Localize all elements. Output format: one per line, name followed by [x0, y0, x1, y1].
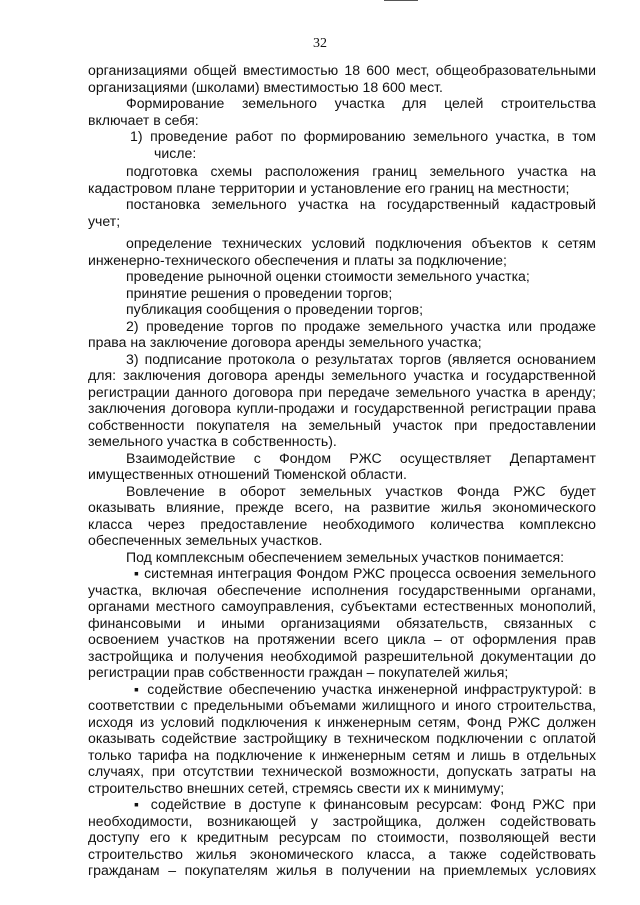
- paragraph-line: [88, 79, 596, 96]
- list-item-line: [88, 145, 596, 162]
- page-number: 32: [313, 36, 327, 51]
- text-line: органами местного самоуправления, субъектами естественных монополий,: [88, 598, 596, 614]
- paragraph-line: [88, 252, 596, 269]
- paragraph-line: [88, 714, 596, 731]
- list-item: [88, 128, 596, 145]
- text-line: заключения договора купли-продажи и государственной регистрации права: [88, 400, 596, 416]
- text-line: соответствии с предельными объемами жилищного и иного строительства,: [88, 697, 596, 713]
- text-line: оказывать содействие застройщику в техническом подключении с оплатой: [88, 730, 596, 746]
- bullet-item: [88, 681, 596, 698]
- paragraph-line: [88, 532, 596, 549]
- paragraph-line: [88, 466, 596, 483]
- paragraph: [88, 301, 596, 318]
- bullet-item: [88, 565, 596, 582]
- text-line: участка, включая обеспечение исполнения государственными органами,: [88, 581, 596, 598]
- paragraph-line: [88, 433, 596, 450]
- paragraph-line: [88, 516, 596, 533]
- paragraph: [88, 483, 596, 500]
- paragraph-line: [88, 499, 596, 516]
- text-line: 1) проведение работ по формированию земельного участка, в том: [130, 128, 596, 144]
- paragraph-line: [88, 763, 596, 780]
- paragraph-line: [88, 862, 596, 879]
- text-line: для: заключения договора аренды земельного участка и государственной: [88, 367, 596, 383]
- paragraph: [88, 95, 596, 112]
- text-line: имущественных отношений Тюменской области.: [88, 466, 407, 482]
- text-line: Формирование земельного участка для целей строительства: [126, 95, 596, 111]
- paragraph-line: [88, 384, 596, 401]
- paragraph-line: [88, 648, 596, 665]
- text-line: земельного участка в собственность).: [88, 433, 337, 449]
- paragraph: [88, 285, 596, 302]
- text-line: случаях, при отсутствии технической возможности, допускать затраты на: [88, 763, 596, 779]
- paragraph-line: [88, 697, 596, 714]
- document-body: [88, 62, 596, 879]
- top-rule: [384, 0, 418, 1]
- text-line: освоением участков на протяжении всего цикла – от оформления прав: [88, 631, 596, 647]
- text-line: ▪ содействие в доступе к финансовым ресурсам: Фонд РЖС при: [134, 796, 596, 812]
- text-line: принятие решения о проведении торгов;: [126, 284, 393, 301]
- text-line: права на заключение договора аренды земельного участка;: [88, 334, 482, 350]
- paragraph-line: [88, 730, 596, 747]
- paragraph-line: [88, 582, 596, 599]
- paragraph: [88, 235, 596, 252]
- text-line: финансовыми и иными организациями обязательств, связанных с: [88, 614, 596, 631]
- paragraph: [88, 549, 596, 566]
- text-line: проведение рыночной оценки стоимости земельного участка;: [126, 268, 530, 284]
- paragraph-line: [88, 400, 596, 417]
- text-line: Под комплексным обеспечением земельных участков понимается:: [126, 548, 565, 565]
- text-line: подготовка схемы расположения границ земельного участка на: [126, 163, 596, 179]
- text-line: 2) проведение торгов по продаже земельного участка или продаже: [126, 317, 596, 334]
- text-line: гражданам – покупателям жилья в получении на приемлемых условиях: [88, 862, 596, 878]
- paragraph-line: [88, 598, 596, 615]
- text-line: 3) подписание протокола о результатах торгов (является основанием: [126, 350, 596, 367]
- text-line: организациями общей вместимостью 18 600 мест, общеобразовательными: [88, 62, 596, 78]
- paragraph-line: [88, 417, 596, 434]
- text-line: включает в себя:: [88, 111, 199, 128]
- paragraph-line: [88, 180, 596, 197]
- text-line: числе:: [154, 144, 197, 161]
- paragraph-line: [88, 631, 596, 648]
- text-line: организациями (школами) вместимостью 18 600 мест.: [88, 78, 443, 95]
- text-line: Вовлечение в оборот земельных участков Фонда РЖС будет: [126, 482, 596, 499]
- text-line: Взаимодействие с Фондом РЖС осуществляет Департамент: [126, 449, 596, 466]
- paragraph: [88, 196, 596, 213]
- bullet-item: [88, 796, 596, 813]
- text-line: регистрации данного договора при передаче земельного участка в аренду;: [88, 383, 596, 400]
- text-line: обеспеченных земельных участков.: [88, 532, 323, 548]
- paragraph: [88, 351, 596, 368]
- paragraph: [88, 62, 596, 79]
- paragraph-line: [88, 780, 596, 797]
- paragraph: [88, 450, 596, 467]
- text-line: оказывать влияние, прежде всего, на развитие жилья экономического: [88, 499, 596, 515]
- text-line: кадастровом плане территории и установление его границ на местности;: [88, 179, 570, 196]
- text-line: постановка земельного участка на государственный кадастровый: [126, 196, 596, 212]
- text-line: застройщика и получения необходимой разрешительной документации до: [88, 647, 596, 664]
- text-line: строительство жилья экономического класса, а также содействовать: [88, 845, 596, 862]
- paragraph-line: [88, 747, 596, 764]
- text-line: ▪ системная интеграция Фондом РЖС процесса освоения земельного: [134, 565, 596, 581]
- paragraph-line: [88, 615, 596, 632]
- text-line: только тарифа на подключение к инженерным сетям и лишь в отдельных: [88, 746, 596, 763]
- text-line: инженерно-технического обеспечения и платы за подключение;: [88, 251, 507, 268]
- text-line: публикация сообщения о проведении торгов;: [126, 301, 424, 317]
- paragraph: [88, 318, 596, 335]
- paragraph-line: [88, 664, 596, 681]
- paragraph-line: [88, 829, 596, 846]
- text-line: регистрации прав собственности граждан – покупателей жилья;: [88, 664, 509, 680]
- text-line: необходимости, возникающей у застройщика, должен содействовать: [88, 812, 596, 829]
- paragraph: [88, 163, 596, 180]
- paragraph-line: [88, 367, 596, 384]
- paragraph-line: [88, 813, 596, 830]
- text-line: определение технических условий подключения объектов к сетям: [126, 235, 596, 251]
- text-line: учет;: [88, 212, 121, 229]
- paragraph-line: [88, 334, 596, 351]
- paragraph: [88, 268, 596, 285]
- text-line: собственности покупателя на земельный участок при предоставлении: [88, 416, 596, 433]
- text-line: доступу его к кредитным ресурсам по стоимости, позволяющей вести: [88, 829, 596, 845]
- text-line: исходя из условий подключения к инженерным сетям, Фонд РЖС должен: [88, 713, 596, 730]
- paragraph-line: [88, 112, 596, 129]
- text-line: ▪ содействие обеспечению участка инженерной инфраструктурой: в: [134, 680, 596, 697]
- text-line: строительство внешних сетей, стремясь свести их к минимуму;: [88, 779, 505, 796]
- paragraph-line: [88, 213, 596, 230]
- text-line: класса через предоставление необходимого количества комплексно: [88, 515, 596, 532]
- paragraph-line: [88, 846, 596, 863]
